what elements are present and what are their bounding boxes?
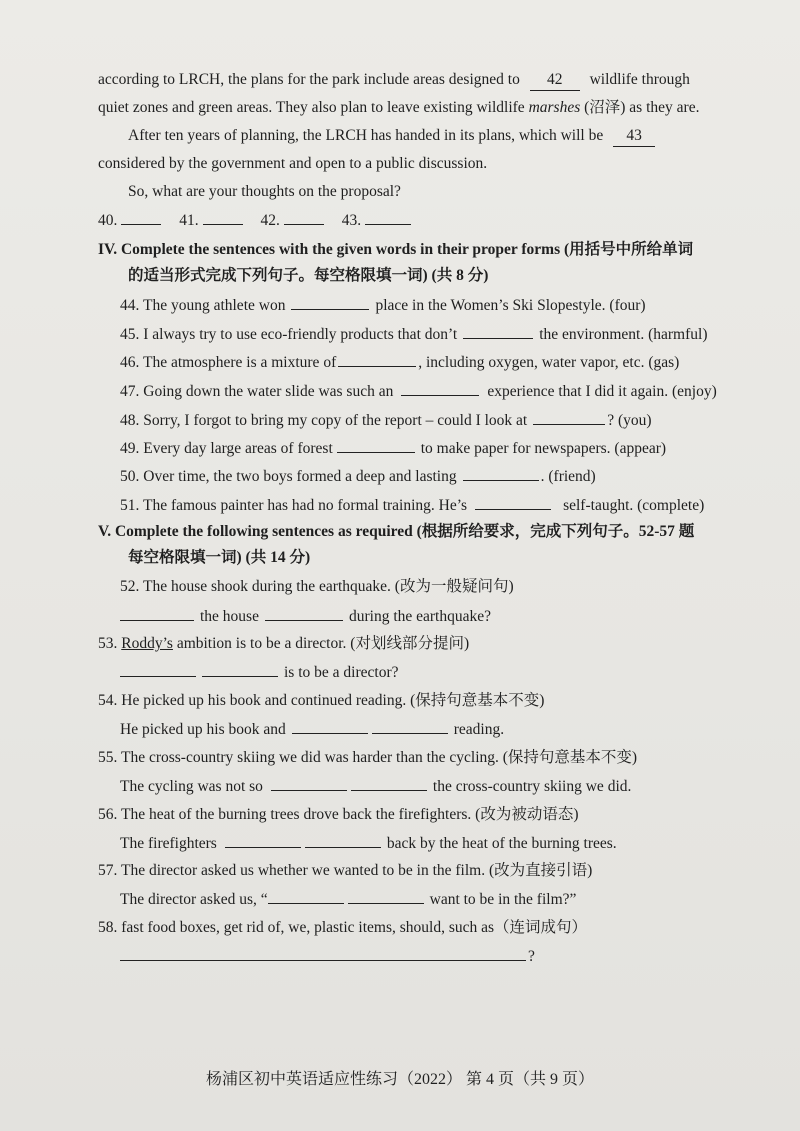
answer-55 [120,776,631,797]
passage-text: (沼泽) as they are. [584,99,700,116]
answer-text: He picked up his book and [120,721,286,738]
answer-text: ? [528,948,535,965]
answer-blank[interactable] [291,295,369,310]
answer-blank[interactable] [268,889,344,904]
answer-blank[interactable] [121,210,161,225]
answer-56 [120,833,617,854]
answer-text: The director asked us, “ [120,891,268,908]
question-54: 54. He picked up his book and continued reading. (保持句意基本不变) [98,692,545,709]
answer-blank[interactable] [372,719,448,734]
passage-text: After ten years of planning, the LRCH has handed in its plans, which will be [128,127,604,144]
section4-title-line2: 的适当形式完成下列句子。每空格限填一词) (共 8 分) [128,267,489,284]
question-number: 53. [98,635,118,652]
section5-title-line2: 每空格限填一词) (共 14 分) [128,549,311,566]
italic-word: marshes [528,99,581,116]
section4-title-line1: IV. Complete the sentences with the given words in their proper forms (用括号中所给单词 [98,241,694,258]
blank-43: 43 [613,126,655,147]
question-48 [120,410,652,431]
answer-blank[interactable] [338,352,416,367]
passage-line-5: So, what are your thoughts on the proposal? [128,183,401,200]
passage-line-2 [98,98,699,118]
question-text: 51. The famous painter has had no formal training. He’s [120,497,468,514]
answer-57 [120,889,576,910]
section5-title-line1: V. Complete the following sentences as required (根据所给要求，完成下列句子。52-57 题 [98,523,695,540]
question-56: 56. The heat of the burning trees drove back the firefighters. (改为被动语态) [98,806,579,823]
passage-line-3 [128,126,655,147]
question-text: 45. I always try to use eco-friendly products that don’t [120,326,458,343]
answer-blank[interactable] [202,662,278,677]
answer-blank[interactable] [348,889,424,904]
answer-blank[interactable] [337,438,415,453]
question-text: ambition is to be a director. (对划线部分提问) [176,635,470,652]
answer-text: is to be a director? [284,664,399,681]
question-text: 48. Sorry, I forgot to bring my copy of the report – could I look at [120,412,528,429]
answer-blank[interactable] [120,662,196,677]
answer-blank[interactable] [351,776,427,791]
answer-label: 42. [260,212,280,229]
question-text: 46. The atmosphere is a mixture of [120,354,337,371]
answer-text: reading. [453,721,505,738]
question-text: 47. Going down the water slide was such an [120,383,394,400]
question-text: to make paper for newspapers. (appear) [420,440,667,457]
answer-blank[interactable] [225,833,301,848]
answer-52 [120,606,491,627]
answer-blank[interactable] [265,606,343,621]
question-text: 49. Every day large areas of forest [120,440,333,457]
question-49 [120,438,666,459]
answer-blank[interactable] [284,210,324,225]
answer-blank[interactable] [120,946,526,961]
answer-text: want to be in the film?” [429,891,577,908]
answer-blank[interactable] [203,210,243,225]
answer-label: 40. [98,212,118,229]
answer-text: back by the heat of the burning trees. [386,835,617,852]
answer-blank[interactable] [533,410,605,425]
question-46 [120,352,679,373]
question-50 [120,466,596,487]
answer-blank[interactable] [271,776,347,791]
question-45 [120,324,707,345]
question-53 [98,634,469,654]
answer-text: the house [200,608,259,625]
answer-53 [120,662,398,683]
question-52: 52. The house shook during the earthquake. (改为一般疑问句) [120,578,514,595]
passage-text: according to LRCH, the plans for the park include areas designed to [98,71,520,88]
answer-blank[interactable] [365,210,411,225]
question-text: place in the Women’s Ski Slopestyle. (four) [375,297,646,314]
question-text: experience that I did it again. (enjoy) [487,383,717,400]
answer-blank[interactable] [401,381,479,396]
question-text: , including oxygen, water vapor, etc. (gas) [418,354,680,371]
answer-blank[interactable] [120,606,194,621]
passage-line-4: considered by the government and open to a public discussion. [98,155,488,172]
answer-blank[interactable] [475,495,551,510]
blank-42: 42 [530,70,580,91]
question-text: 44. The young athlete won [120,297,286,314]
underlined-word: Roddy’s [121,635,173,652]
passage-line-1 [98,70,690,91]
answer-text: the cross-country skiing we did. [432,778,632,795]
answer-blank[interactable] [463,466,539,481]
question-text: ? (you) [607,412,652,429]
question-57: 57. The director asked us whether we wanted to be in the film. (改为直接引语) [98,862,593,879]
answer-54 [120,719,504,740]
answer-text: The firefighters [120,835,217,852]
answer-text: during the earthquake? [348,608,492,625]
question-58: 58. fast food boxes, get rid of, we, plastic items, should, such as（连词成句） [98,919,588,936]
question-text: . (friend) [540,468,596,485]
answer-blank[interactable] [292,719,368,734]
passage-text: wildlife through [589,71,690,88]
answer-label: 43. [341,212,362,229]
question-44 [120,295,646,316]
passage-text: quiet zones and green areas. They also plan to leave existing wildlife [98,99,525,116]
answer-label: 41. [179,212,199,229]
answer-blank[interactable] [463,324,533,339]
question-text: 50. Over time, the two boys formed a deep and lasting [120,468,457,485]
question-47 [120,381,717,402]
question-text: self-taught. (complete) [563,497,705,514]
question-text: the environment. (harmful) [539,326,708,343]
question-51 [120,495,704,516]
answer-text: The cycling was not so [120,778,263,795]
answer-58 [120,946,535,967]
question-55: 55. The cross-country skiing we did was harder than the cycling. (保持句意基本不变) [98,749,638,766]
answer-blank[interactable] [305,833,381,848]
answer-row [98,210,411,231]
page-footer: 杨浦区初中英语适应性练习（2022） 第 4 页（共 9 页） [205,1071,594,1088]
